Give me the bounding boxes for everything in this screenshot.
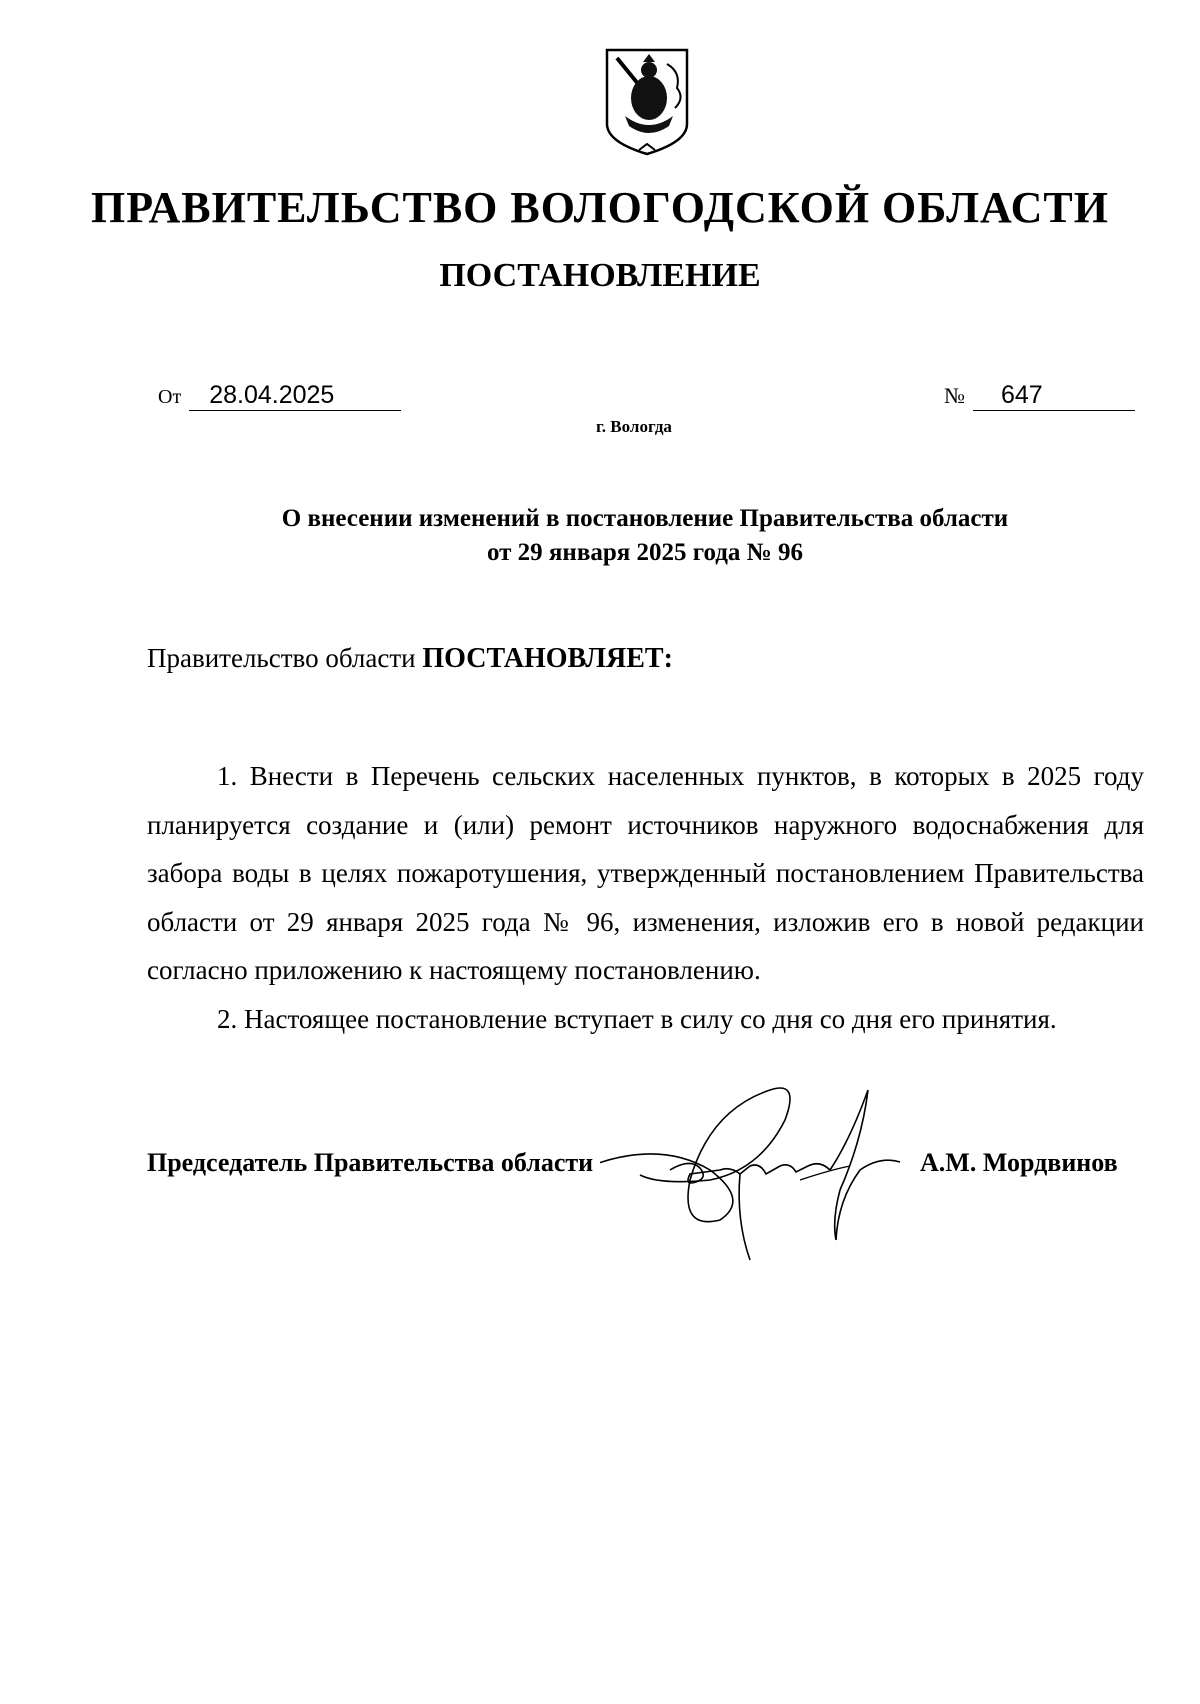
signer-title: Председатель Правительства области <box>147 1148 594 1177</box>
decree-statement <box>147 640 673 677</box>
document-date <box>158 380 401 412</box>
paragraph-1: 1. Внести в Перечень сельских населенных пунктов, в которых в 2025 году планируется создание и (или) ремонт источников наружного водоснабжения для забора воды в целях пожаротушения, утвержденный постановлением Правительства области от 29 января 2025 года № 96, изменения, изложив его в новой редакции согласно приложению к настоящему постановлению. <box>147 761 1144 985</box>
number-label: № <box>944 383 965 408</box>
decree-verb: ПОСТАНОВЛЯЕТ: <box>422 643 673 674</box>
number-value: 647 <box>973 380 1135 411</box>
date-label: От <box>158 386 182 408</box>
organization-title: ПРАВИТЕЛЬСТВО ВОЛОГОДСКОЙ ОБЛАСТИ <box>91 183 1109 232</box>
handwritten-signature-icon <box>600 1070 960 1270</box>
signer-name: А.М. Мордвинов <box>920 1148 1118 1177</box>
subject-line-2: от 29 января 2025 года № 96 <box>486 539 804 566</box>
decree-prefix: Правительство области <box>147 643 416 673</box>
document-subject <box>0 502 1200 570</box>
city: г. Вологда <box>596 417 672 436</box>
coat-of-arms-icon <box>603 46 691 158</box>
document-number <box>944 380 1135 411</box>
document-type: ПОСТАНОВЛЕНИЕ <box>439 257 761 294</box>
document-body <box>147 752 1144 1043</box>
date-value: 28.04.2025 <box>189 380 401 411</box>
subject-line-1: О внесении изменений в постановление Правительства области <box>281 505 1009 532</box>
paragraph-2: 2. Настоящее постановление вступает в силу со дня со дня его принятия. <box>217 1003 1057 1034</box>
